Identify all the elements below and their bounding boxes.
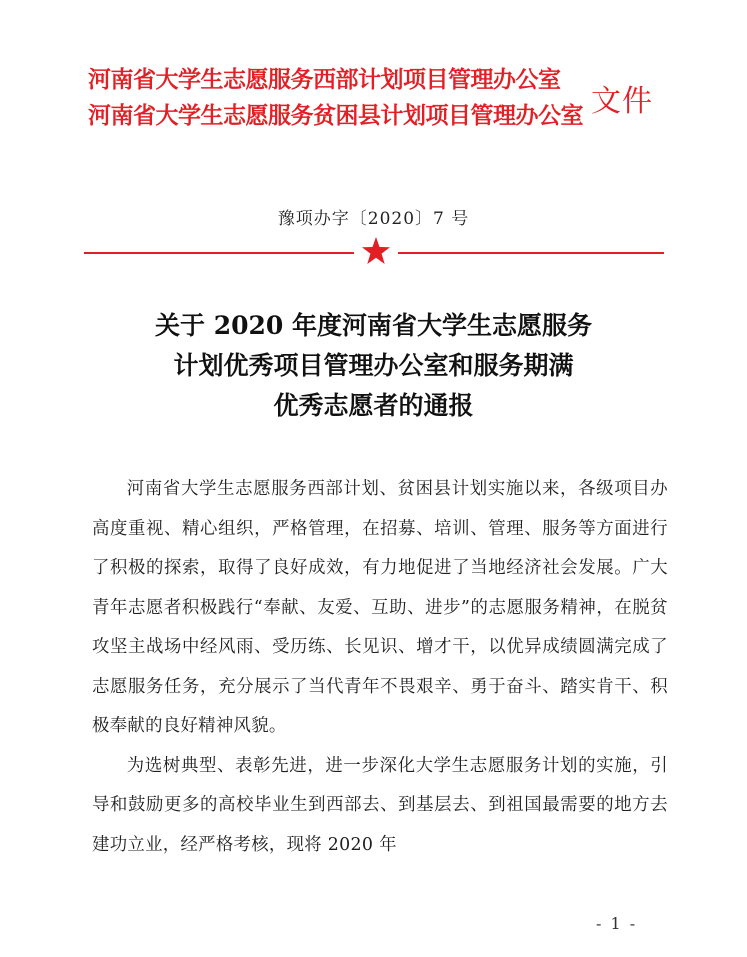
body-paragraph-2: 为选树典型、表彰先进，进一步深化大学生志愿服务计划的实施，引导和鼓励更多的高校毕业生到西部去、到基层去、到祖国最需要的地方去建功立业，经严格考核，现将 2020 年 — [92, 755, 668, 855]
body-paragraph-1: 河南省大学生志愿服务西部计划、贫困县计划实施以来，各级项目办高度重视、精心组织，严格管理，在招募、培训、管理、服务等方面进行了积极的探索，取得了良好成效，有力地促进了当地经济社会发展。广大青年志愿者积极践行“奉献、友爱、互助、进步”的志愿服务精神，在脱贫攻坚主战场中经风雨、受历练、长见识、增才干，以优异成绩圆满完成了志愿服务任务，充分展示了当代青年不畏艰辛、勇于奋斗、踏实肯干、积极奉献的良好精神风貌。 — [92, 479, 668, 736]
title-line-2: 计划优秀项目管理办公室和服务期满 — [173, 351, 574, 380]
issuing-organizations — [88, 62, 583, 134]
document-title — [0, 306, 747, 426]
red-star-icon — [361, 236, 391, 266]
page-number: - 1 - — [596, 914, 638, 933]
document-header — [88, 62, 653, 134]
issuing-org-2: 河南省大学生志愿服务贫困县计划项目管理办公室 — [88, 103, 583, 129]
title-line-1: 关于 2020 年度河南省大学生志愿服务 — [155, 311, 592, 340]
document-type-label: 文件 — [591, 84, 653, 119]
title-line-3: 优秀志愿者的通报 — [273, 391, 474, 420]
issuing-org-1: 河南省大学生志愿服务西部计划项目管理办公室 — [88, 67, 561, 93]
document-body — [92, 470, 668, 865]
red-divider-left — [84, 252, 354, 254]
red-divider-right — [398, 252, 664, 254]
document-number: 豫项办字〔2020〕7 号 — [277, 209, 470, 229]
